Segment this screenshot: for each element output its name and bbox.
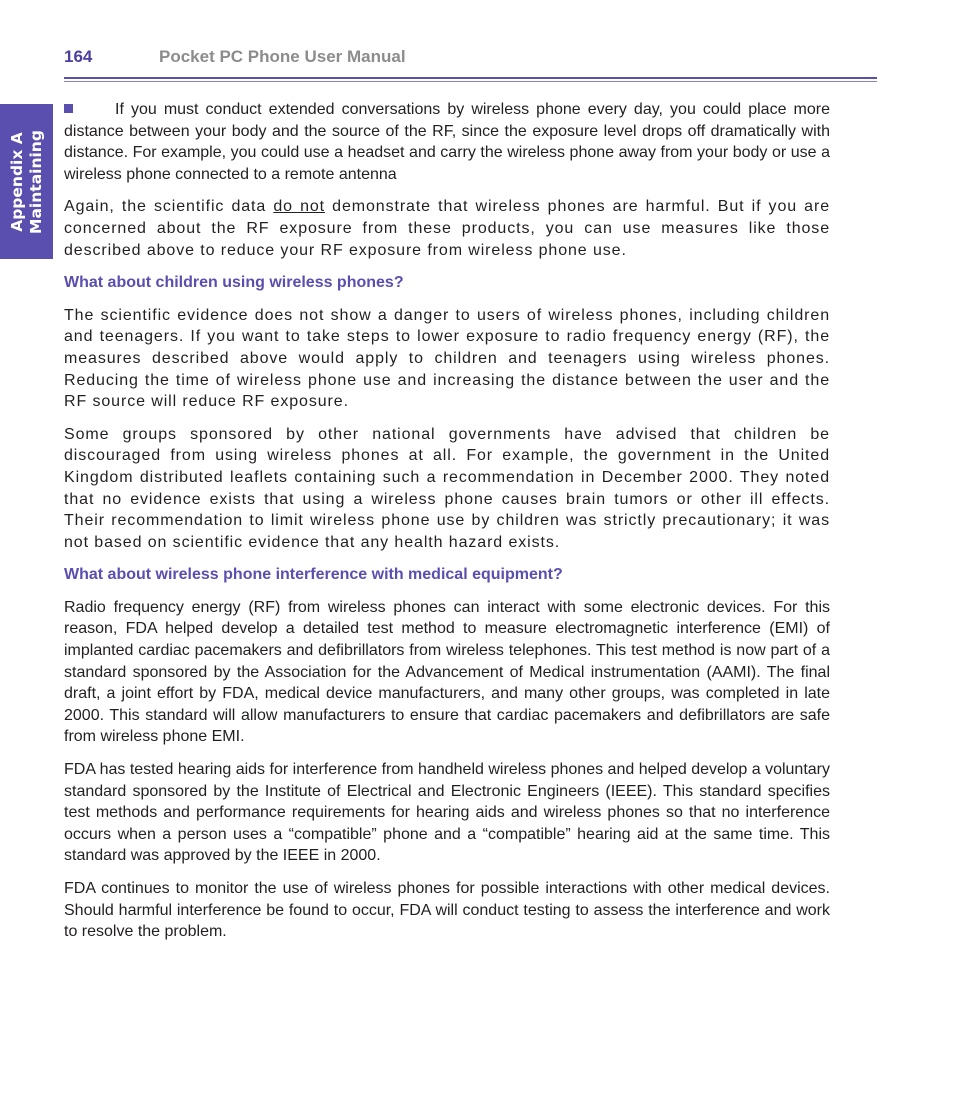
again-text-after: demonstrate that wireless phones are harmful. But if you are concerned about the RF exposure from these products, you can use measures like those described above to reduce your RF exposure from wireless phone use. [64,198,830,259]
page-number: 164 [64,47,93,66]
heading-children: What about children using wireless phones? [64,274,404,292]
bullet-paragraph-text: If you must conduct extended conversations by wireless phone every day, you could place more distance between your body and the source of the RF, since the exposure level drops off dramatically with distance. For example, you could use a headset and carry the wireless phone away from your body or use a wireless phone connected to a remote antenna [64,101,830,183]
main-content [64,99,830,954]
children-paragraph-1: The scientific evidence does not show a danger to users of wireless phones, including children and teenagers. If you want to take steps to lower exposure to radio frequency energy (RF), the measures described above would apply to children and teenagers using wireless phones. Reducing the time of wireless phone use and increasing the distance between the user and the RF source will reduce RF exposure. [64,306,830,411]
square-bullet-icon [64,104,73,113]
again-paragraph [64,196,830,261]
medical-paragraph-3: FDA continues to monitor the use of wireless phones for possible interactions with other medical devices. Should harmful interference be found to occur, FDA will conduct testing to assess the interference and work to resolve the problem. [64,880,830,941]
medical-paragraph-1: Radio frequency energy (RF) from wireless phones can interact with some electronic devices. For this reason, FDA helped develop a detailed test method to measure electromagnetic interference (EMI) of implanted cardiac pacemakers and defibrillators from wireless telephones. This test method is now part of a standard sponsored by the Association for the Advancement of Medical instrumentation (AAMI). The final draft, a joint effort by FDA, medical device manufacturers, and many other groups, was completed in late 2000. This standard will allow manufacturers to ensure that cardiac pacemakers and defibrillators are safe from wireless phone EMI. [64,598,830,746]
side-tab-line-1: Appendix A [7,131,26,232]
medical-paragraph-2: FDA has tested hearing aids for interference from handheld wireless phones and helped develop a voluntary standard sponsored by the Institute of Electrical and Electronic Engineers (IEEE). This standard specifies test methods and performance requirements for hearing aids and wireless phones so that no interference occurs when a person uses a “compatible” phone and a “compatible” hearing aid at the same time. This standard was approved by the IEEE in 2000. [64,761,830,865]
header-rule-thin [64,81,877,82]
heading-medical-equipment: What about wireless phone interference with medical equipment? [64,566,563,584]
running-title: Pocket PC Phone User Manual [159,47,406,66]
side-tab-line-2: Maintaining [26,129,45,234]
children-paragraph-2: Some groups sponsored by other national governments have advised that children be discouraged from using wireless phones at all. For example, the government in the United Kingdom distributed leaflets containing such a recommendation in December 2000. They noted that no evidence exists that using a wireless phone causes brain tumors or other ill effects. Their recommendation to limit wireless phone use by children was strictly precautionary; it was not based on scientific evidence that any health hazard exists. [64,425,830,551]
do-not-emphasis: do not [273,198,326,216]
appendix-side-tab [0,104,53,259]
again-text-before: Again, the scientific data [64,198,274,216]
side-tab-label [8,130,46,234]
header-rule-thick [64,77,877,79]
bullet-paragraph [64,99,830,185]
